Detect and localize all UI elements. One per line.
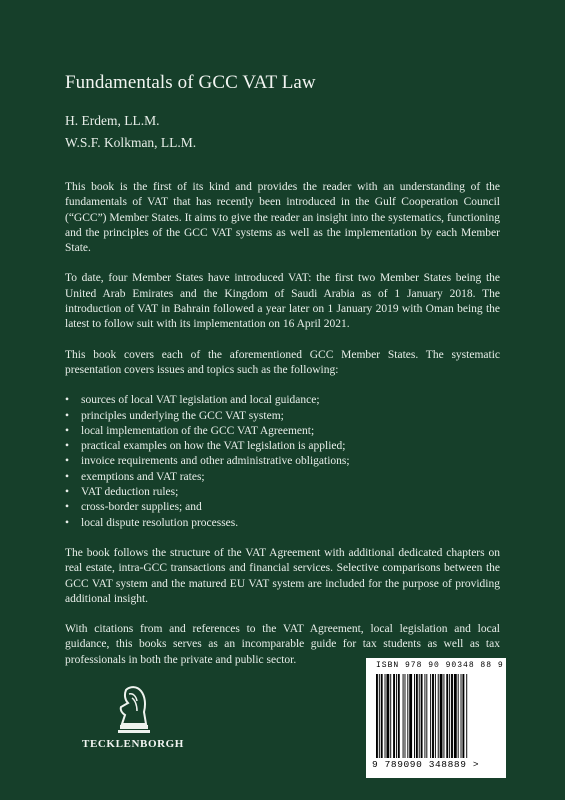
barcode-bar: [430, 674, 431, 758]
barcode-bar: [396, 674, 397, 758]
description-paragraph-2: To date, four Member States have introduced VAT: the first two Member States being the United Arab Emirates and the Kingdom of Saudi Arabia as of 1 January 2018. The introduction of VAT in Bahrain followed a year later on 1 January 2019 with Oman being the latest to follow suit with its implementation on 16 April 2021.: [65, 272, 500, 331]
list-item: • local dispute resolution processes.: [65, 516, 500, 531]
barcode-bar: [424, 674, 425, 758]
barcode-bar: [398, 674, 400, 758]
knight-chess-icon: [113, 684, 153, 734]
description-paragraph-1: This book is the first of its kind and provides the reader with an understanding of the fundamentals of VAT that has recently been introduced in the Gulf Cooperation Council (“GCC”) Member States. It aims to give the reader an insight into the systematics, functioning and the principles of the GCC VAT systems as well as the implementation by each Member State.: [65, 181, 500, 255]
barcode-bar: [403, 674, 404, 758]
barcode-bar: [385, 674, 386, 758]
barcode-bar: [449, 674, 450, 758]
author-1: H. Erdem, LL.M.: [65, 113, 160, 128]
list-item: • principles underlying the GCC VAT system;: [65, 409, 500, 424]
barcode-bar: [421, 674, 423, 758]
barcode-bar: [440, 674, 443, 758]
barcode-bar: [435, 674, 436, 758]
closing-paragraph-2: With citations from and references to the VAT Agreement, local legislation and local guidance, this books serves as an incomparable guide for tax students as well as tax professionals in both the private and public sector.: [65, 623, 500, 666]
authors: [65, 110, 196, 154]
barcode-bar: [462, 674, 464, 758]
barcode-bar: [414, 674, 415, 758]
barcode-bar: [381, 674, 383, 758]
barcode-bars: [376, 674, 496, 758]
isbn-barcode: [366, 658, 506, 778]
description: [65, 180, 500, 683]
barcode-bar: [458, 674, 459, 758]
barcode-bar: [376, 674, 378, 758]
barcode-bar: [446, 674, 448, 758]
barcode-bar: [416, 674, 418, 758]
barcode-bar: [390, 674, 391, 758]
list-item: • invoice requirements and other administrative obligations;: [65, 454, 500, 469]
list-item: • VAT deduction rules;: [65, 485, 500, 500]
book-title: Fundamentals of GCC VAT Law: [65, 72, 316, 93]
description-paragraph-3: This book covers each of the aforementioned GCC Member States. The systematic presentation covers issues and topics such as the following:: [65, 348, 500, 376]
list-item: • cross-border supplies; and: [65, 500, 500, 515]
list-item: • local implementation of the GCC VAT Agreement;: [65, 424, 500, 439]
barcode-bar: [393, 674, 395, 758]
list-item: • exemptions and VAT rates;: [65, 470, 500, 485]
topics-list: [65, 393, 500, 531]
barcode-digits: 9 789090 348889 >: [372, 759, 480, 770]
barcode-bar: [379, 674, 380, 758]
barcode-bar: [426, 674, 427, 758]
barcode-bar: [443, 674, 444, 758]
publisher-logo: [78, 684, 188, 750]
barcode-bar: [466, 674, 467, 758]
publisher-name: TECKLENBORGH: [82, 738, 184, 750]
isbn-label: ISBN 978 90 90348 88 9: [376, 661, 504, 670]
barcode-bar: [405, 674, 406, 758]
list-item: • practical examples on how the VAT legislation is applied;: [65, 439, 500, 454]
barcode-bar: [454, 674, 457, 758]
barcode-bar: [409, 674, 412, 758]
barcode-bar: [432, 674, 434, 758]
author-2: W.S.F. Kolkman, LL.M.: [65, 135, 197, 150]
barcode-bar: [419, 674, 420, 758]
barcode-bar: [451, 674, 453, 758]
closing-paragraph-1: The book follows the structure of the VAT Agreement with additional dedicated chapters on real estate, intra-GCC transactions and financial services. Selective comparisons between the GCC VAT system and the matured EU VAT system are included for the purpose of providing additional insight.: [65, 546, 500, 605]
barcode-bar: [407, 674, 408, 758]
barcode-bar: [438, 674, 439, 758]
list-item: • sources of local VAT legislation and local guidance;: [65, 393, 500, 408]
barcode-bar: [461, 674, 462, 758]
barcode-bar: [386, 674, 389, 758]
